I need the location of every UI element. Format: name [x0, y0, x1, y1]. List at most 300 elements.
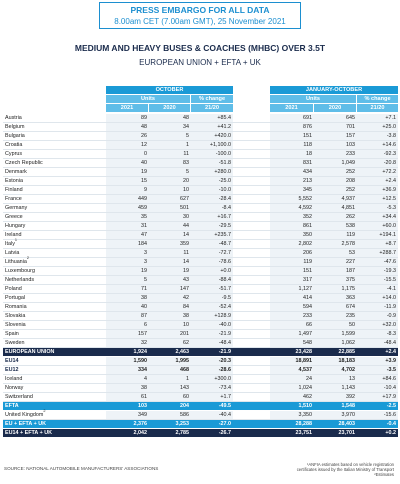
jan-oct-2021-cell-text: 594 — [303, 304, 312, 310]
country-cell-text: Hungary — [5, 223, 26, 229]
oct-2021-cell-text: 184 — [138, 241, 147, 247]
oct-2020-cell — [149, 231, 191, 240]
jan-oct-2020-cell-text: 50 — [349, 322, 355, 328]
table-row — [3, 222, 398, 231]
country-cell — [3, 303, 106, 312]
jan-oct-2021-cell-text: 1,497 — [298, 331, 312, 337]
oct-2021-cell — [106, 348, 149, 357]
oct-2020-cell-text: 84 — [183, 304, 189, 310]
jan-oct-change-cell — [357, 132, 398, 141]
oct-2020-cell-text: 48 — [183, 115, 189, 121]
oct-2021-cell-text: 3 — [144, 259, 147, 265]
jan-oct-2020-cell-text: 252 — [346, 169, 355, 175]
jan-oct-2020-cell — [314, 321, 357, 330]
spacer-cell — [233, 366, 270, 375]
jan-oct-2021-cell — [270, 258, 314, 267]
jan-oct-2020-cell — [314, 132, 357, 141]
footnote-1b: certificates issued by the Italian Ministry of Transport — [296, 467, 394, 473]
oct-change-cell — [191, 393, 233, 402]
country-cell-text: Norway — [5, 385, 24, 391]
oct-change-cell — [191, 366, 233, 375]
jan-oct-change-cell-text: +194.1 — [379, 232, 396, 238]
oct-2021-cell-text: 4 — [144, 376, 147, 382]
jan-oct-2021-cell-text: 876 — [303, 124, 312, 130]
jan-oct-2020-cell — [314, 231, 357, 240]
jan-oct-2020-cell — [314, 213, 357, 222]
uk-row — [3, 411, 398, 420]
oct-2021-cell-text: 12 — [141, 142, 147, 148]
eu12-row — [3, 366, 398, 375]
jan-oct-2021-cell-text: 414 — [303, 295, 312, 301]
jan-oct-change-cell — [357, 303, 398, 312]
october-units-label: Units — [106, 95, 190, 103]
country-cell-text: Austria — [5, 115, 22, 121]
jan-oct-change-cell — [357, 339, 398, 348]
country-cell-text: Netherlands — [5, 277, 35, 283]
oct-2021-cell — [106, 240, 149, 249]
jan-oct-change-cell — [357, 240, 398, 249]
jan-oct-change-cell — [357, 249, 398, 258]
oct-change-cell — [191, 321, 233, 330]
oct-2021-cell — [106, 357, 149, 366]
oct-change-cell — [191, 186, 233, 195]
jan-oct-2021-cell — [270, 321, 314, 330]
jan-oct-change-cell-text: +12.5 — [382, 196, 396, 202]
country-cell-text: Sweden — [5, 340, 25, 346]
jan-oct-change-cell-text: -11.9 — [384, 304, 396, 310]
oct-2020-cell — [149, 312, 191, 321]
country-cell-text: Greece — [5, 214, 23, 220]
oct-2021-cell-text: 61 — [141, 394, 147, 400]
oct-2021-cell — [106, 393, 149, 402]
oct-2020-cell — [149, 186, 191, 195]
oct-change-cell-text: -52.4 — [218, 304, 231, 310]
country-cell — [3, 366, 106, 375]
oct-2021-cell-text: 334 — [138, 367, 147, 373]
jan-oct-change-cell-text: -0.4 — [386, 421, 396, 427]
jan-oct-2021-cell — [270, 231, 314, 240]
spacer-cell — [233, 294, 270, 303]
jan-oct-2020-cell-text: 1,062 — [341, 340, 355, 346]
oct-2021-cell — [106, 294, 149, 303]
jan-oct-change-cell — [357, 375, 398, 384]
oct-2020-cell-text: 143 — [180, 385, 189, 391]
table-row — [3, 267, 398, 276]
oct-2021-cell-text: 40 — [141, 160, 147, 166]
jan-oct-2021-cell — [270, 204, 314, 213]
oct-change-cell — [191, 294, 233, 303]
spacer-cell — [233, 312, 270, 321]
country-cell — [3, 231, 106, 240]
country-cell — [3, 240, 106, 249]
country-cell — [3, 375, 106, 384]
spacer-cell — [233, 249, 270, 258]
oct-change-cell — [191, 429, 233, 438]
jan-oct-2020-cell-text: 4,702 — [341, 367, 355, 373]
country-cell — [3, 411, 106, 420]
oct-change-cell-text: -51.7 — [218, 286, 231, 292]
country-cell-text: Luxembourg — [5, 268, 35, 274]
oct-change-cell — [191, 384, 233, 393]
oct-2020-cell — [149, 393, 191, 402]
jan-oct-change-cell — [357, 366, 398, 375]
jan-oct-2020-cell — [314, 222, 357, 231]
jan-oct-2020-cell-text: 187 — [346, 268, 355, 274]
jan-oct-change-cell-text: -3.5 — [386, 367, 396, 373]
spacer-cell — [233, 348, 270, 357]
jan-oct-2021-cell — [270, 411, 314, 420]
jan-oct-2021-cell — [270, 285, 314, 294]
country-cell — [3, 321, 106, 330]
jan-oct-2020-cell-text: 22,885 — [338, 349, 355, 355]
spacer-cell — [233, 303, 270, 312]
country-cell-text: Iceland — [5, 376, 23, 382]
jan-oct-2021-cell — [270, 123, 314, 132]
oct-2020-cell — [149, 402, 191, 411]
oct-2020-cell — [149, 330, 191, 339]
jan-oct-2020-cell-text: 392 — [346, 394, 355, 400]
spacer-cell — [233, 339, 270, 348]
jan-oct-change-cell-text: -10.4 — [383, 385, 396, 391]
oct-2020-cell — [149, 159, 191, 168]
jan-oct-2020-cell — [314, 285, 357, 294]
oct-2020-cell-text: 11 — [183, 151, 189, 157]
oct-2020-cell-text: 468 — [180, 367, 189, 373]
spacer-cell — [233, 375, 270, 384]
oct-2020-cell — [149, 222, 191, 231]
footnote-2: ²Estimates — [374, 472, 394, 478]
spacer-cell — [233, 384, 270, 393]
jan-oct-2021-cell-text: 3,350 — [298, 412, 312, 418]
country-cell-text: Ireland — [5, 232, 22, 238]
jan-oct-2020-cell — [314, 339, 357, 348]
eu-total-row — [3, 348, 398, 357]
jan-oct-change-cell — [357, 294, 398, 303]
country-cell — [3, 294, 106, 303]
jan-oct-2020-cell-text: 28,403 — [338, 421, 355, 427]
oct-2020-cell-text: 1 — [186, 142, 189, 148]
spacer-cell — [233, 258, 270, 267]
oct-2021-cell — [106, 429, 149, 438]
jan-oct-2020-cell-text: 363 — [346, 295, 355, 301]
oct-2020-cell-text: 34 — [183, 124, 189, 130]
country-cell — [3, 258, 106, 267]
oct-change-cell-text: -88.4 — [218, 277, 231, 283]
oct-2021-cell-text: 19 — [141, 169, 147, 175]
oct-2021-cell-text: 5 — [144, 277, 147, 283]
oct-2021-cell — [106, 114, 149, 123]
spacer-cell — [233, 222, 270, 231]
oct-2021-cell — [106, 141, 149, 150]
oct-change-cell — [191, 267, 233, 276]
oct-2020-cell-text: 204 — [180, 403, 189, 409]
spacer-cell — [233, 159, 270, 168]
eu14-efta-uk-row — [3, 429, 398, 438]
jan-oct-2020-cell — [314, 186, 357, 195]
oct-change-cell-text: -48.7 — [218, 241, 231, 247]
jan-oct-2021-cell-text: 4,537 — [298, 367, 312, 373]
jan-oct-change-cell-text: +60.0 — [382, 223, 396, 229]
jan-oct-units-label: Units — [270, 95, 356, 103]
jan-oct-change-cell-text: -0.9 — [386, 313, 396, 319]
jan-oct-2021-cell-text: 66 — [306, 322, 312, 328]
jan-oct-2021-cell — [270, 303, 314, 312]
oct-2020-cell — [149, 429, 191, 438]
jan-oct-change-cell-text: -92.3 — [383, 151, 396, 157]
oct-2021-cell — [106, 213, 149, 222]
jan-oct-2021-cell — [270, 141, 314, 150]
country-cell-text: Lithuania — [5, 259, 27, 265]
spacer-cell — [233, 141, 270, 150]
oct-2021-cell — [106, 375, 149, 384]
oct-change-cell — [191, 231, 233, 240]
jan-oct-2020-cell-text: 53 — [349, 250, 355, 256]
jan-oct-change-cell-text: +25.0 — [382, 124, 396, 130]
footnote-1a: ¹ANFIA estimates based on vehicle registration — [306, 462, 394, 467]
oct-2021-cell-text: 2,042 — [133, 430, 147, 436]
oct-2020-cell-text: 19 — [183, 268, 189, 274]
oct-change-cell — [191, 141, 233, 150]
jan-oct-change-cell-text: +8.7 — [385, 241, 396, 247]
oct-2020-cell-text: 60 — [183, 394, 189, 400]
country-cell-text: Finland — [5, 187, 23, 193]
oct-2021-cell — [106, 258, 149, 267]
oct-2020-cell-text: 1,995 — [175, 358, 189, 364]
jan-oct-2021-cell-text: 1,127 — [298, 286, 312, 292]
footnote-marker: 2 — [26, 256, 30, 260]
oct-change-cell-text: -48.4 — [218, 340, 231, 346]
country-cell — [3, 339, 106, 348]
jan-oct-2020-cell-text: 157 — [346, 133, 355, 139]
oct-2020-cell-text: 20 — [183, 178, 189, 184]
jan-oct-2021-cell — [270, 276, 314, 285]
spacer-cell — [233, 132, 270, 141]
oct-change-cell-text: +85.4 — [217, 115, 231, 121]
oct-change-cell — [191, 213, 233, 222]
jan-oct-change-cell-text: +17.9 — [382, 394, 396, 400]
jan-oct-2021-cell — [270, 366, 314, 375]
oct-change-cell-text: +235.7 — [214, 232, 231, 238]
jan-oct-change-cell-text: -5.3 — [386, 205, 396, 211]
oct-change-cell-text: +128.9 — [214, 313, 231, 319]
jan-oct-change-cell — [357, 159, 398, 168]
oct-change-cell-text: -8.4 — [221, 205, 231, 211]
jan-oct-change-cell — [357, 231, 398, 240]
jan-oct-2021-cell-text: 24 — [306, 376, 312, 382]
country-cell-text: Switzerland — [5, 394, 33, 400]
jan-oct-2021-cell-text: 831 — [303, 160, 312, 166]
oct-change-cell-text: -40.4 — [218, 412, 231, 418]
country-cell — [3, 123, 106, 132]
oct-2020-cell — [149, 366, 191, 375]
country-cell — [3, 402, 106, 411]
jan-oct-2021-cell-text: 5,552 — [298, 196, 312, 202]
oct-2020-cell-text: 2,463 — [175, 349, 189, 355]
jan-oct-change-cell — [357, 348, 398, 357]
oct-change-cell — [191, 114, 233, 123]
jan-oct-change-cell — [357, 321, 398, 330]
oct-2021-cell — [106, 267, 149, 276]
oct-2021-cell — [106, 150, 149, 159]
footnote-marker: 1 — [14, 238, 18, 242]
oct-2020-cell-text: 3,253 — [175, 421, 189, 427]
oct-2020-cell — [149, 321, 191, 330]
jan-oct-change-cell-text: +84.6 — [382, 376, 396, 382]
jan-oct-2021-cell-text: 691 — [303, 115, 312, 121]
oct-change-cell — [191, 303, 233, 312]
oct-2020-cell — [149, 132, 191, 141]
jan-oct-2021-cell — [270, 339, 314, 348]
oct-2020-cell-text: 11 — [183, 250, 189, 256]
oct-2020-cell — [149, 168, 191, 177]
jan-oct-2021-cell-text: 434 — [303, 169, 312, 175]
country-cell — [3, 348, 106, 357]
country-cell — [3, 159, 106, 168]
eu-efta-uk-row — [3, 420, 398, 429]
jan-oct-2021-cell — [270, 357, 314, 366]
oct-2021-cell-text: 459 — [138, 205, 147, 211]
oct-change-cell — [191, 150, 233, 159]
jan-oct-2020-cell-text: 262 — [346, 214, 355, 220]
jan-oct-2020-cell — [314, 258, 357, 267]
jan-oct-change-cell-text: -20.8 — [383, 160, 396, 166]
country-cell — [3, 213, 106, 222]
oct-change-cell-text: -29.5 — [218, 223, 231, 229]
october-header: OCTOBER — [106, 86, 233, 94]
oct-2020-cell-text: 44 — [183, 223, 189, 229]
oct-2021-cell-text: 6 — [144, 322, 147, 328]
oct-change-cell — [191, 285, 233, 294]
jan-oct-2020-cell — [314, 375, 357, 384]
jan-oct-change-cell — [357, 213, 398, 222]
oct-2021-cell — [106, 204, 149, 213]
jan-oct-change-cell-text: +2.4 — [385, 178, 396, 184]
oct-change-cell-text: +300.0 — [214, 376, 231, 382]
jan-oct-2021-cell — [270, 195, 314, 204]
jan-oct-2020-cell-text: 252 — [346, 187, 355, 193]
jan-oct-2020-cell — [314, 393, 357, 402]
country-cell-text: Denmark — [5, 169, 27, 175]
jan-oct-change-cell — [357, 276, 398, 285]
jan-oct-2020-cell — [314, 276, 357, 285]
jan-oct-change-cell — [357, 429, 398, 438]
table-row — [3, 168, 398, 177]
oct-2020-cell — [149, 204, 191, 213]
jan-oct-2021-cell-text: 462 — [303, 394, 312, 400]
jan-oct-2020-cell — [314, 249, 357, 258]
jan-oct-2021-cell-text: 213 — [303, 178, 312, 184]
jan-oct-change-cell — [357, 168, 398, 177]
jan-oct-2021-cell — [270, 267, 314, 276]
country-cell-text: Croatia — [5, 142, 23, 148]
jan-oct-2020-cell-text: 13 — [349, 376, 355, 382]
jan-oct-2021-cell — [270, 177, 314, 186]
spacer-cell — [233, 231, 270, 240]
oct-change-cell — [191, 258, 233, 267]
oct-2020-cell-text: 201 — [180, 331, 189, 337]
spacer-cell — [233, 276, 270, 285]
jan-oct-2021-cell — [270, 330, 314, 339]
oct-2021-cell-text: 9 — [144, 187, 147, 193]
jan-oct-2020-cell — [314, 114, 357, 123]
oct-2021-cell-text: 1,924 — [133, 349, 147, 355]
oct-2020-cell — [149, 150, 191, 159]
oct-change-cell — [191, 339, 233, 348]
jan-oct-2021-cell — [270, 240, 314, 249]
oct-2020-cell-text: 83 — [183, 160, 189, 166]
oct-change-cell-text: -78.6 — [218, 259, 231, 265]
oct-2020-cell-text: 10 — [183, 187, 189, 193]
oct-2020-cell-text: 5 — [186, 169, 189, 175]
spacer-cell — [233, 357, 270, 366]
table-row — [3, 258, 398, 267]
jan-oct-change-cell-text: +288.7 — [379, 250, 396, 256]
oct-change-cell-text: +16.7 — [217, 214, 231, 220]
oct-2021-cell — [106, 420, 149, 429]
country-cell — [3, 249, 106, 258]
country-cell-text: Estonia — [5, 178, 23, 184]
oct-2020-cell — [149, 114, 191, 123]
table-row — [3, 213, 398, 222]
oct-2020-cell — [149, 411, 191, 420]
jan-oct-change-cell — [357, 123, 398, 132]
country-cell-text: Italy — [5, 241, 15, 247]
jan-oct-2020-cell-text: 3,970 — [341, 412, 355, 418]
oct-2020-cell-text: 501 — [180, 205, 189, 211]
table-row — [3, 150, 398, 159]
jan-oct-change-cell — [357, 393, 398, 402]
oct-change-cell-text: -51.8 — [218, 160, 231, 166]
jan-oct-2021-cell — [270, 132, 314, 141]
jan-oct-2021-cell-text: 118 — [303, 142, 312, 148]
table-row — [3, 195, 398, 204]
jan-oct-change-cell-text: +32.0 — [382, 322, 396, 328]
oct-2021-cell-text: 15 — [141, 178, 147, 184]
jan-oct-change-cell — [357, 330, 398, 339]
country-cell — [3, 132, 106, 141]
oct-change-cell-text: -20.3 — [218, 358, 231, 364]
oct-2020-cell-text: 1 — [186, 376, 189, 382]
jan-oct-2020-cell — [314, 195, 357, 204]
oct-2020-cell — [149, 348, 191, 357]
spacer-cell — [233, 411, 270, 420]
oct-change-cell — [191, 312, 233, 321]
eu14-row — [3, 357, 398, 366]
jan-oct-2020-cell-text: 645 — [346, 115, 355, 121]
jan-oct-2020-cell-text: 208 — [346, 178, 355, 184]
jan-oct-2020-cell — [314, 312, 357, 321]
country-cell-text: EU + EFTA + UK — [5, 421, 47, 427]
oct-change-cell-text: -21.9 — [218, 349, 231, 355]
jan-oct-change-cell-text: -48.4 — [383, 340, 396, 346]
jan-oct-2021-cell-text: 350 — [303, 232, 312, 238]
jan-oct-2021-cell — [270, 213, 314, 222]
oct-2021-cell — [106, 285, 149, 294]
jan-oct-2020-cell-text: 1,599 — [341, 331, 355, 337]
jan-oct-2020-cell — [314, 402, 357, 411]
oct-2021-cell — [106, 249, 149, 258]
table-row — [3, 330, 398, 339]
jan-oct-2020-cell-text: 23,701 — [338, 430, 355, 436]
oct-2020-cell-text: 14 — [183, 259, 189, 265]
table-row — [3, 231, 398, 240]
jan-oct-2021-cell-text: 1,510 — [298, 403, 312, 409]
country-cell-text: Slovenia — [5, 322, 26, 328]
jan-oct-2021-cell-text: 23,428 — [295, 349, 312, 355]
country-cell-text: Spain — [5, 331, 19, 337]
oct-2021-cell-text: 38 — [141, 295, 147, 301]
country-cell — [3, 141, 106, 150]
